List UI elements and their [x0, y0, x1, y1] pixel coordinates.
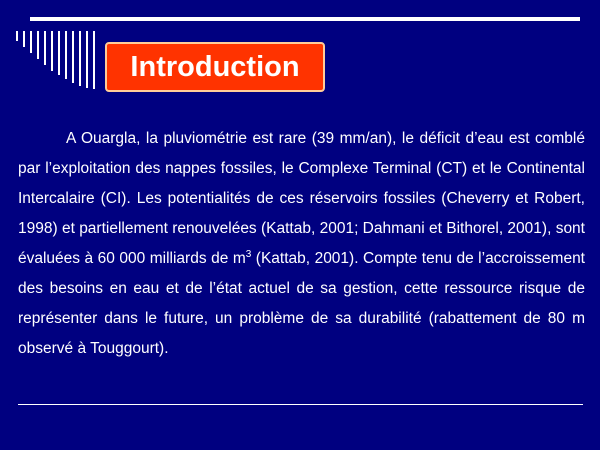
paragraph-main: A Ouargla, la pluviométrie est rare (39 mm/an), le déficit d’eau est comblé par l’exploitation des nappes fossiles, le Complexe Terminal (CT) et le Continental Intercalaire (CI). Les potentialités de ces réservoirs fossiles (Cheverry et Robert, 1998) et partiellement renouvelées (Kattab, 2001; Dahmani et Bithorel, 2001), sont évaluées à 60 000 milliards de m	[18, 130, 585, 267]
superscript-three: 3	[245, 248, 252, 260]
top-rule	[30, 17, 580, 21]
decorative-stripes	[16, 31, 116, 89]
slide-title: Introduction	[130, 50, 300, 83]
title-box	[105, 42, 325, 92]
paragraph-rest: (Kattab, 2001). Compte tenu de l’accroissement des besoins en eau et de l’état actuel de sa gestion, cette ressource risque de représenter dans le future, un problème de sa durabilité (rabattement de 80 m observé à Touggourt).	[18, 250, 585, 357]
body-paragraph	[18, 124, 585, 364]
bottom-rule	[18, 404, 583, 405]
